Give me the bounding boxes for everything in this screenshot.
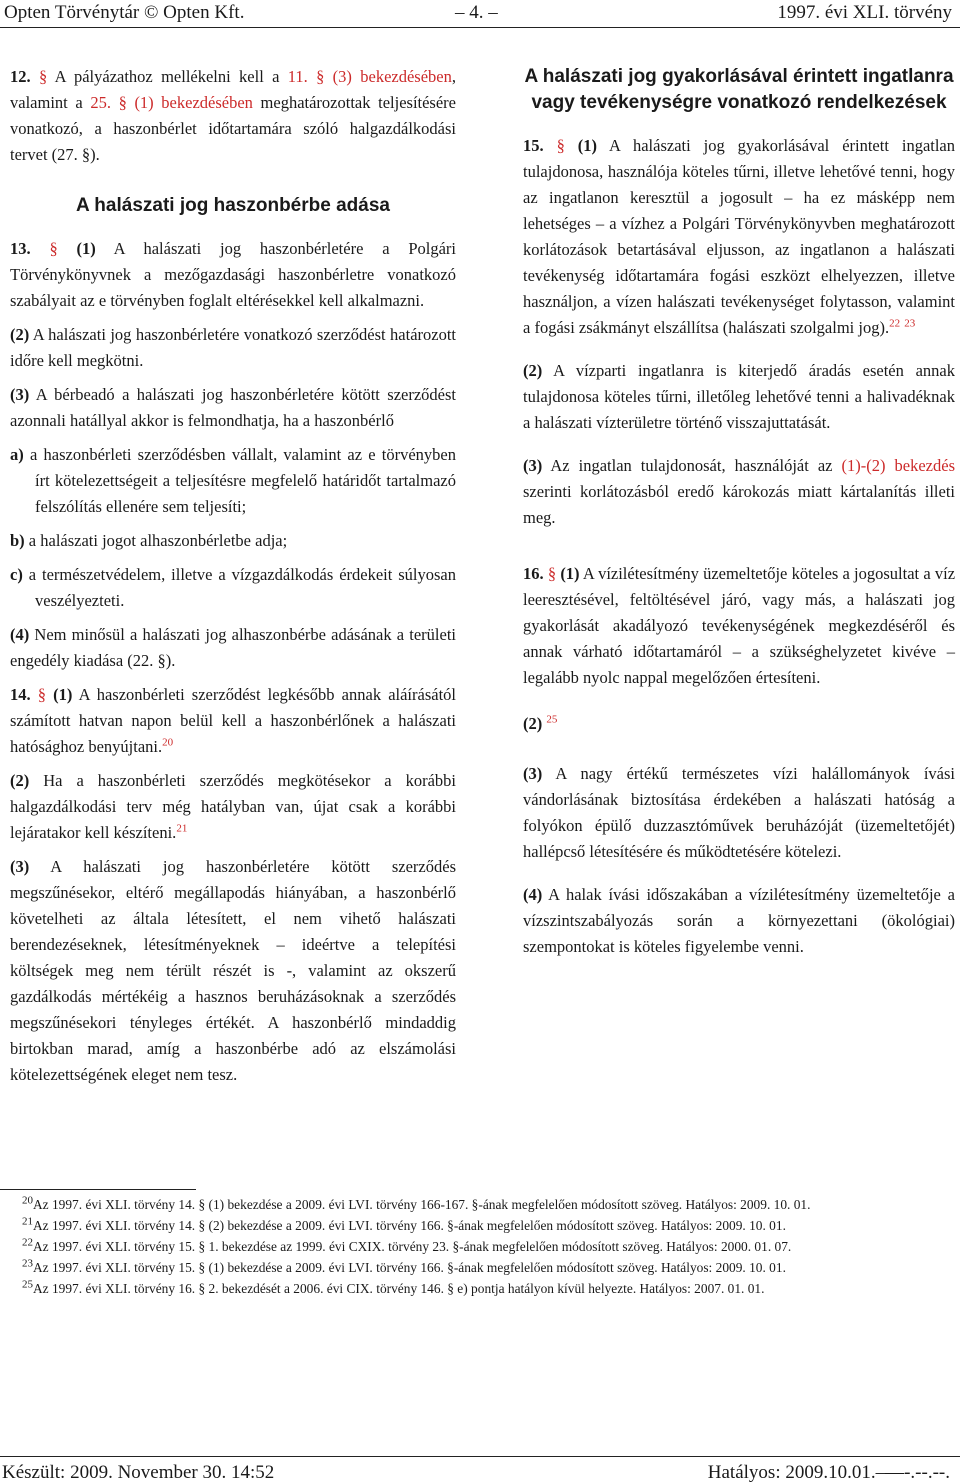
footnote-23	[0, 1257, 960, 1276]
header-page-number: – 4. –	[455, 2, 498, 23]
paragraph-text: A nagy értékű természetes vízi halállományok ívási vándorlásának biztosítása érdekében a halászati hatóság a folyókon épülő duzzasztóművek beruházóját (üzemeltetőjét) hallépcső létesítésére és működtetésére kötelezi.	[523, 764, 955, 861]
paragraph-text: A halászati jog haszonbérletére vonatkozó szerződést határozott időre kell megkötni.	[10, 325, 456, 370]
footnote-ref[interactable]: 22	[889, 317, 901, 330]
text-run: A pályázathoz mellékelni kell a	[54, 67, 288, 86]
footnote-ref[interactable]: 23	[904, 317, 916, 330]
item-text: a természetvédelem, illetve a vízgazdálkodás érdekeit súlyosan veszélyezteti.	[28, 565, 457, 610]
subsection-label: (2)	[10, 325, 30, 344]
crossref-link[interactable]: 25. § (1) bekezdésében	[90, 93, 253, 112]
right-column	[523, 64, 955, 960]
item-label: b)	[10, 531, 25, 550]
item-text: a haszonbérleti szerződésben vállalt, valamint az e törvényben írt kötelezettségeit a teljesítésre megfelelő határidőt tartalmazó felszólítás ellenére sem teljesíti;	[29, 445, 457, 516]
paragraph-text: Nem minősül a halászati jog alhaszonbérbe adásának a területi engedély kiadása (22. §).	[10, 625, 456, 670]
item-label: a)	[10, 445, 24, 464]
footnote-number: 20	[22, 1194, 33, 1207]
subsection-label: (2)	[523, 361, 543, 380]
paragraph-16-3	[523, 761, 955, 865]
page-header	[0, 0, 960, 28]
text-run: , valamint a	[10, 67, 456, 112]
section-title-usage: A halászati jog gyakorlásával érintett ingatlanra vagy tevékenységre vonatkozó rendelkezések	[524, 66, 954, 113]
paragraph-16-4	[523, 882, 955, 960]
footnote-text: Az 1997. évi XLI. törvény 16. § 2. bekezdését a 2006. évi CIX. törvény 146. § e) pontja hatályon kívül helyezte. Hatályos: 2007. 01. 01.	[33, 1281, 765, 1296]
paragraph-14-3	[10, 854, 456, 1088]
paragraph-text: A halászati jog gyakorlásával érintett ingatlan tulajdonosa, használója köteles tűrni, illetve lehetővé tenni, hogy az ingatlanon keresztül a jogosult – ha ez másképp nem lehetséges – a vízhez a Polgári Törvénykönyvben meghatározott korlátozások betartásával eljusson, az ingatlanon a halászati tevékenység időtartamára fogási eszközt elhelyezzen, illetve használjon, a vízen halászati tevékenységet folytasson, valamint a fogási zsákmányt elszállítsa (halászati szolgalmi jog).	[523, 136, 956, 337]
paragraph-15-2	[523, 358, 955, 436]
footer-created: Készült: 2009. November 30. 14:52	[2, 1462, 275, 1483]
paragraph-15-1	[523, 133, 955, 341]
paragraph-13-3	[10, 382, 456, 434]
footer-rule	[0, 1456, 960, 1457]
footer-effective: Hatályos: 2009.10.01.–—-.--.--.	[707, 1462, 950, 1483]
item-label: c)	[10, 565, 23, 584]
subsection-label: (2)	[10, 771, 30, 790]
section-number: 14.	[10, 685, 31, 704]
item-text: a halászati jogot alhaszonbérletbe adja;	[28, 531, 288, 550]
footnote-21	[0, 1215, 960, 1234]
subsection-label: (1)	[53, 685, 73, 704]
paragraph-14-2	[10, 768, 456, 846]
paragraph-text: A halászati jog haszonbérletére a Polgári Törvénykönyvnek a mezőgazdasági haszonbérletre vonatkozó szabályait az e törvényben foglalt eltérésekkel kell alkalmazni.	[10, 239, 457, 310]
paragraph-12	[10, 64, 456, 168]
paragraph-13-4	[10, 622, 456, 674]
subsection-label: (3)	[523, 764, 543, 783]
header-publisher: Opten Törvénytár © Opten Kft.	[4, 2, 245, 23]
footnote-ref[interactable]: 21	[176, 822, 188, 835]
paragraph-text: A halászati jog haszonbérletére kötött szerződés megszűnésekor, eltérő megállapodás hiányában, a haszonbérlő követelheti az általa létesített, el nem vihető halászati berendezéseknek, létesítményeknek – ideértve a telepítési költségek meg nem térült részét is -, valamint az okszerű gazdálkodás mértékéig a hasznos beruházásoknak a szerződés megszűnésekori tényleges értékét. A haszonbérlő mindaddig birtokban marad, amíg a haszonbérbe adó az elszámolási kötelezettségének eleget nem tesz.	[10, 857, 456, 1084]
subsection-label: (3)	[523, 456, 543, 475]
footnote-text: Az 1997. évi XLI. törvény 14. § (2) bekezdése a 2009. évi LVI. törvény 166. §-ának megfelelően módosított szöveg. Hatályos: 2009. 10. 01.	[33, 1218, 786, 1233]
section-link[interactable]: §	[556, 136, 565, 155]
section-number: 13.	[10, 239, 31, 258]
section-number: 16.	[523, 564, 544, 583]
text-run: meghatározottak teljesítésére vonatkozó, a haszonbérlet időtartamára szóló halgazdálkodási tervet (27. §).	[10, 93, 456, 164]
footnote-number: 25	[22, 1278, 33, 1291]
paragraph-text: A halak ívási időszakában a vízilétesítmény üzemeltetője a vízszintszabályozás során a környezettani (ökológiai) szempontokat is köteles figyelembe venni.	[523, 885, 955, 956]
paragraph-text: A haszonbérleti szerződést legkésőbb annak aláírásától számított hatvan napon belül kell a haszonbérlőnek a halászati hatósághoz benyújtani.	[10, 685, 456, 756]
subsection-label: (3)	[10, 857, 30, 876]
left-column	[10, 64, 456, 1088]
paragraph-text: Ha a haszonbérleti szerződés megkötésekor a korábbi halgazdálkodási terv még hatályban van, újat csak a korábbi lejáratakor kell készíteni.	[10, 771, 457, 842]
list-item-b	[10, 528, 456, 554]
section-title-lease: A halászati jog haszonbérbe adása	[76, 195, 390, 216]
paragraph-14-1	[10, 682, 456, 760]
section-link[interactable]: §	[37, 685, 46, 704]
section-link[interactable]: §	[49, 239, 58, 258]
subsection-label: (1)	[577, 136, 597, 155]
section-link[interactable]: §	[547, 564, 557, 583]
header-law-title: 1997. évi XLI. törvény	[777, 2, 952, 23]
footnote-25	[0, 1278, 960, 1297]
crossref-link[interactable]: (1)-(2) bekezdés	[841, 456, 955, 475]
footnote-text: Az 1997. évi XLI. törvény 15. § (1) bekezdése a 2009. évi LVI. törvény 166. §-ának megfelelően módosított szöveg. Hatályos: 2009. 10. 01.	[33, 1260, 786, 1275]
paragraph-13-1	[10, 236, 456, 314]
footnote-text: Az 1997. évi XLI. törvény 14. § (1) bekezdése a 2009. évi LVI. törvény 166-167. §-ának megfelelően módosított szöveg. Hatályos: 2009. 10. 01.	[33, 1197, 811, 1212]
footnote-text: Az 1997. évi XLI. törvény 15. § 1. bekezdése az 1999. évi CXIX. törvény 23. §-ának megfelelően módosított szöveg. Hatályos: 2000. 01. 07.	[33, 1239, 792, 1254]
subsection-label: (4)	[10, 625, 30, 644]
footnote-number: 21	[22, 1215, 33, 1228]
paragraph-15-3	[523, 453, 955, 531]
subsection-label: (3)	[10, 385, 30, 404]
footnote-rule	[0, 1189, 196, 1190]
page-footer	[0, 1462, 960, 1484]
section-number: 12.	[10, 67, 31, 86]
list-item-a	[10, 442, 456, 520]
section-number: 15.	[523, 136, 544, 155]
footnote-number: 23	[22, 1257, 33, 1270]
subsection-label: (4)	[523, 885, 543, 904]
header-rule	[0, 27, 960, 28]
crossref-link[interactable]: 11. § (3) bekezdésében	[287, 67, 452, 86]
section-link[interactable]: §	[38, 67, 48, 86]
paragraph-16-1	[523, 561, 955, 691]
subsection-label: (1)	[76, 239, 96, 258]
paragraph-text: A vízparti ingatlanra is kiterjedő áradás esetén annak tulajdonosa köteles tűrni, illetőleg lehetővé tenni a halivadéknak a halászati vízterületre történő visszajuttatását.	[523, 361, 955, 432]
footnotes	[0, 1194, 960, 1302]
subsection-label: (1)	[560, 564, 580, 583]
paragraph-text: A bérbeadó a halászati jog haszonbérletére kötött szerződést azonnali hatállyal akkor is felmondhatja, ha a haszonbérlő	[10, 385, 456, 430]
paragraph-text: A vízilétesítmény üzemeltetője köteles a jogosultat a víz leeresztésével, feltöltésével járó, vagy más, a halászati jog gyakorlását akadályozó tevékenységének megkezdéséről és annak várható időtartamáról – a szükséghelyzetet kivéve – legalább nyolc nappal megelőzően értesíteni.	[523, 564, 956, 687]
text-run: Az ingatlan tulajdonosát, használóját az	[550, 456, 842, 475]
subsection-label: (2)	[523, 714, 543, 733]
footnote-number: 22	[22, 1236, 33, 1249]
paragraph-16-2	[523, 711, 955, 737]
paragraph-13-2	[10, 322, 456, 374]
footnote-ref[interactable]: 20	[162, 736, 174, 749]
list-item-c	[10, 562, 456, 614]
text-run: szerinti korlátozásból eredő károkozás miatt kártalanítás illeti meg.	[523, 482, 955, 527]
footnote-ref[interactable]: 25	[546, 713, 558, 726]
footnote-20	[0, 1194, 960, 1213]
footnote-22	[0, 1236, 960, 1255]
